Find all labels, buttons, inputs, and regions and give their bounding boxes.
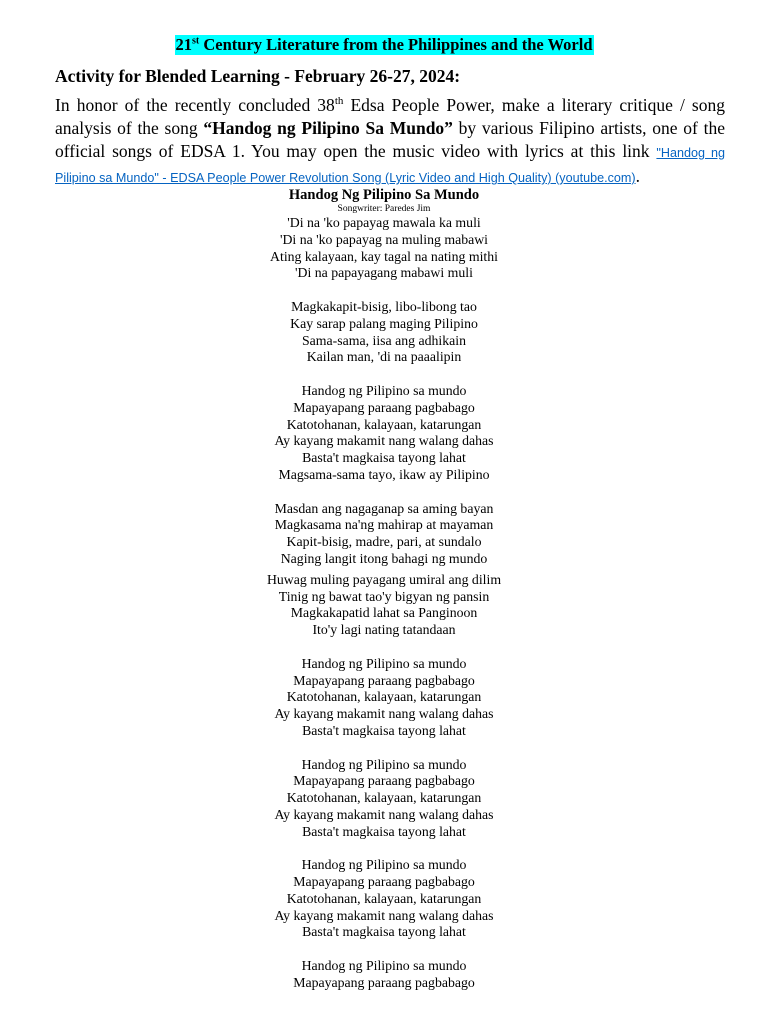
lyric-line: Handog ng Pilipino sa mundo [301, 382, 467, 398]
lyric-line: Magkasama na'ng mahirap at mayaman [274, 517, 494, 533]
lyric-line: Basta't magkaisa tayong lahat [302, 823, 466, 839]
instructions-text-4: . [635, 166, 640, 186]
course-title [175, 35, 594, 55]
instructions-text-2: Edsa People Power, make a literary critique / song analysis of the song [55, 95, 725, 138]
lyric-line: Ay kayang makamit nang walang dahas [274, 706, 494, 722]
lyric-line: 'Di na 'ko papayag mawala ka muli [287, 215, 481, 230]
lyric-line: Tinig ng bawat tao'y bigyan ng pansin [278, 588, 490, 604]
lyric-line: Katotohanan, kalayaan, katarungan [286, 790, 482, 806]
lyric-line: Mapayapang paraang pagbabago [293, 773, 475, 789]
lyric-line: Masdan ang nagaganap sa aming bayan [274, 500, 494, 516]
lyrics-stanza [0, 857, 768, 941]
lyric-line: 'Di na 'ko papayag na muling mabawi [279, 231, 489, 247]
lyric-line: Kapit-bisig, madre, pari, at sundalo [286, 534, 482, 550]
lyric-line: Basta't magkaisa tayong lahat [302, 722, 466, 738]
lyric-line: Mapayapang paraang pagbabago [293, 874, 475, 890]
lyric-line: Mapayapang paraang pagbabago [293, 672, 475, 688]
lyrics-stanza [0, 501, 768, 568]
lyrics-body [0, 215, 768, 992]
course-title-text: Century Literature from the Philippines and the World [199, 35, 593, 54]
lyric-line: Kay sarap palang maging Pilipino [290, 315, 478, 331]
lyric-line: Mapayapang paraang pagbabago [293, 974, 475, 990]
course-title-ordinal: st [192, 35, 200, 47]
songwriter-credit: Songwriter: Paredes Jim [337, 204, 431, 214]
lyric-line: Naging langit itong bahagi ng mundo [280, 550, 488, 566]
youtube-link[interactable]: "Handog ng Pilipino sa Mundo" - EDSA People Power Revolution Song (Lyric Video and High Quality) (youtube.com) [55, 146, 726, 185]
lyric-line: Ay kayang makamit nang walang dahas [274, 907, 494, 923]
lyric-line: Sama-sama, iisa ang adhikain [302, 332, 466, 348]
lyric-line: Mapayapang paraang pagbabago [293, 399, 475, 415]
lyrics-stanza [0, 958, 768, 992]
instructions-text-3: by various Filipino artists, one of the official songs of EDSA 1. You may open the music video with lyrics at this link [55, 118, 725, 161]
lyric-line: Handog ng Pilipino sa mundo [301, 655, 467, 671]
lyrics-stanza [0, 299, 768, 366]
lyric-line: Handog ng Pilipino sa mundo [301, 756, 467, 772]
lyric-line: Huwag muling payagang umiral ang dilim [266, 571, 502, 587]
lyric-line: Katotohanan, kalayaan, katarungan [286, 890, 482, 906]
lyric-line: Magkakapit-bisig, libo-libong tao [291, 298, 477, 314]
instructions-paragraph [55, 94, 725, 190]
lyric-line: Magsama-sama tayo, ikaw ay Pilipino [278, 466, 490, 482]
lyric-line: Basta't magkaisa tayong lahat [302, 450, 466, 466]
lyric-line: Ay kayang makamit nang walang dahas [274, 806, 494, 822]
song-lyrics [0, 186, 768, 1008]
lyric-line: Katotohanan, kalayaan, katarungan [286, 416, 482, 432]
lyric-line: Ating kalayaan, kay tagal na nating mithi [270, 248, 498, 264]
lyric-line: Handog ng Pilipino sa mundo [301, 857, 467, 873]
lyric-line: Magkakapatid lahat sa Panginoon [290, 605, 478, 621]
song-name-emphasis: “Handog ng Pilipino Sa Mundo” [203, 118, 453, 138]
lyric-line: 'Di na papayagang mabawi muli [295, 265, 473, 281]
instructions-ordinal: th [334, 95, 344, 108]
lyric-line: Handog ng Pilipino sa mundo [301, 958, 467, 974]
instructions-text-1: In honor of the recently concluded 38 [55, 95, 335, 115]
activity-heading: Activity for Blended Learning - February 26-27, 2024: [55, 66, 461, 86]
lyrics-stanza [0, 757, 768, 841]
lyrics-stanza [0, 383, 768, 484]
lyrics-stanza [0, 572, 768, 639]
lyric-line: Ito'y lagi nating tatandaan [312, 622, 456, 638]
lyric-line: Basta't magkaisa tayong lahat [302, 924, 466, 940]
lyric-line: Ay kayang makamit nang walang dahas [274, 433, 494, 449]
lyrics-stanza [0, 656, 768, 740]
lyrics-stanza [0, 215, 768, 282]
lyric-line: Kailan man, 'di na paaalipin [306, 349, 462, 365]
lyric-line: Katotohanan, kalayaan, katarungan [286, 689, 482, 705]
title-row [0, 35, 768, 55]
song-title: Handog Ng Pilipino Sa Mundo [288, 187, 480, 203]
course-title-number: 21 [175, 35, 192, 54]
